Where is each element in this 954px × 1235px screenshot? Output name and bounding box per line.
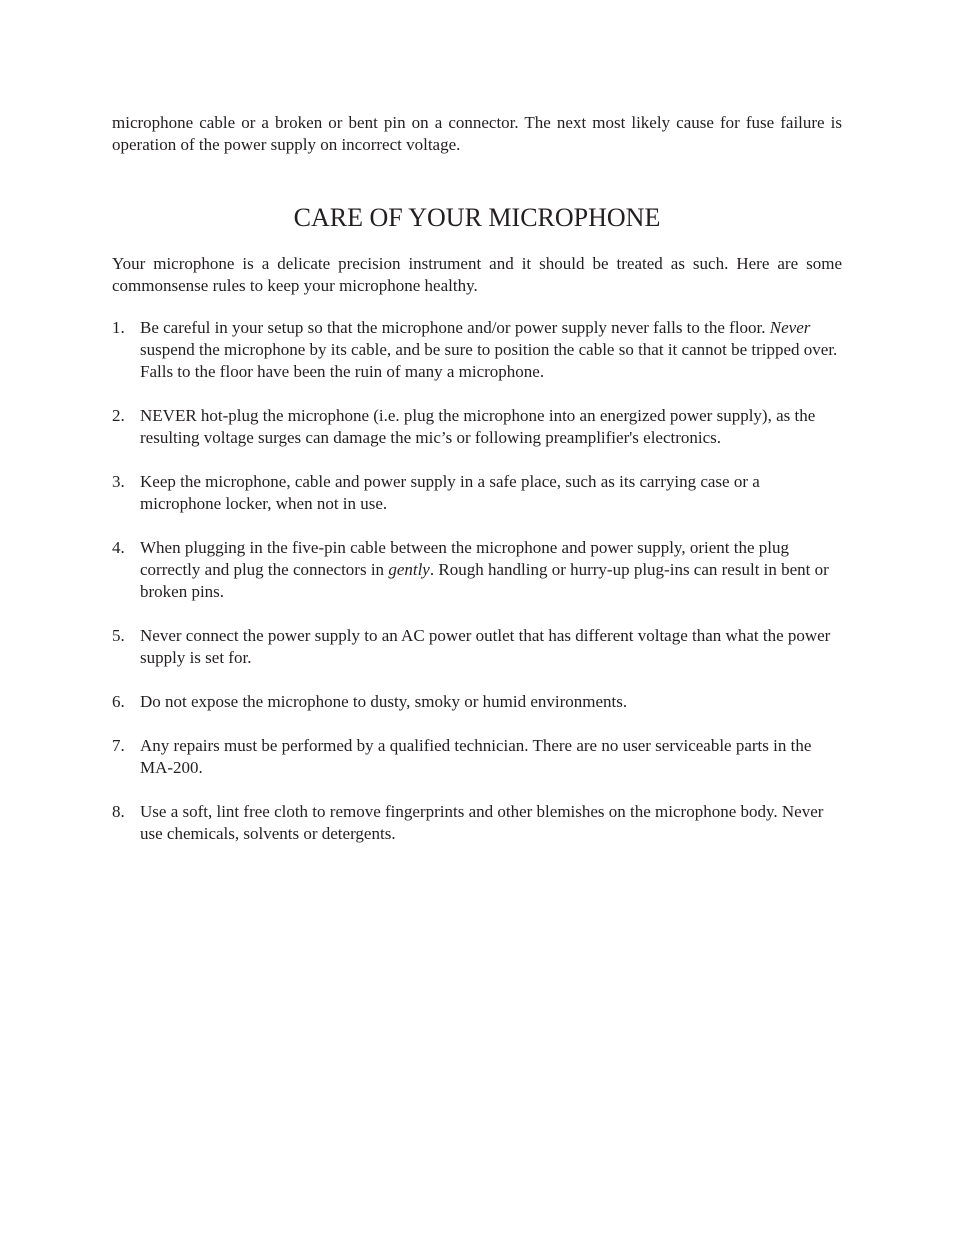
emphasis-text: Never: [769, 318, 811, 337]
list-item-text: Keep the microphone, cable and power supply in a safe place, such as its carrying case or a microphone locker, when not in use.: [140, 472, 760, 513]
list-item-number: 2.: [112, 406, 125, 425]
list-item-number: 5.: [112, 626, 125, 645]
list-item: [112, 735, 842, 779]
list-item-number: 7.: [112, 736, 125, 755]
section-heading: CARE OF YOUR MICROPHONE: [293, 203, 661, 232]
list-item-text: Any repairs must be performed by a qualified technician. There are no user serviceable parts in the MA-200.: [140, 736, 812, 777]
list-item-number: 1.: [112, 318, 125, 337]
list-item: [112, 471, 842, 515]
list-item-number: 3.: [112, 472, 125, 491]
section-intro-paragraph: Your microphone is a delicate precision instrument and it should be treated as such. Here are some commonsense rules to keep your microphone healthy.: [112, 254, 842, 295]
list-item-text: Never connect the power supply to an AC power outlet that has different voltage than what the power supply is set for.: [140, 626, 831, 667]
list-item-number: 4.: [112, 538, 125, 557]
intro-paragraph: microphone cable or a broken or bent pin on a connector. The next most likely cause for fuse failure is operation of the power supply on incorrect voltage.: [112, 113, 842, 154]
list-item: [112, 405, 842, 449]
list-item-text: NEVER hot-plug the microphone (i.e. plug the microphone into an energized power supply), as the resulting voltage surges can damage the mic’s or following preamplifier's electronics.: [140, 406, 816, 447]
list-item: [112, 801, 842, 845]
list-item-number: 8.: [112, 802, 125, 821]
list-item-text: Use a soft, lint free cloth to remove fingerprints and other blemishes on the microphone body. Never use chemicals, solvents or detergents.: [140, 802, 824, 843]
care-rules-list: [112, 317, 842, 845]
list-item-number: 6.: [112, 692, 125, 711]
list-item: [112, 691, 842, 713]
list-item-text: When plugging in the five-pin cable between the microphone and power supply, orient the plug correctly and plug the connectors in gently. Rough handling or hurry-up plug-ins can result in bent or broken pins.: [140, 538, 829, 601]
document-page: [112, 112, 842, 845]
list-item-text: Be careful in your setup so that the microphone and/or power supply never falls to the floor. Never suspend the microphone by its cable, and be sure to position the cable so that it cannot be tripped over. Falls to the floor have been the ruin of many a microphone.: [140, 318, 838, 381]
list-item: [112, 317, 842, 383]
list-item: [112, 625, 842, 669]
list-item: [112, 537, 842, 603]
emphasis-text: gently: [388, 560, 430, 579]
list-item-text: Do not expose the microphone to dusty, smoky or humid environments.: [140, 692, 628, 711]
